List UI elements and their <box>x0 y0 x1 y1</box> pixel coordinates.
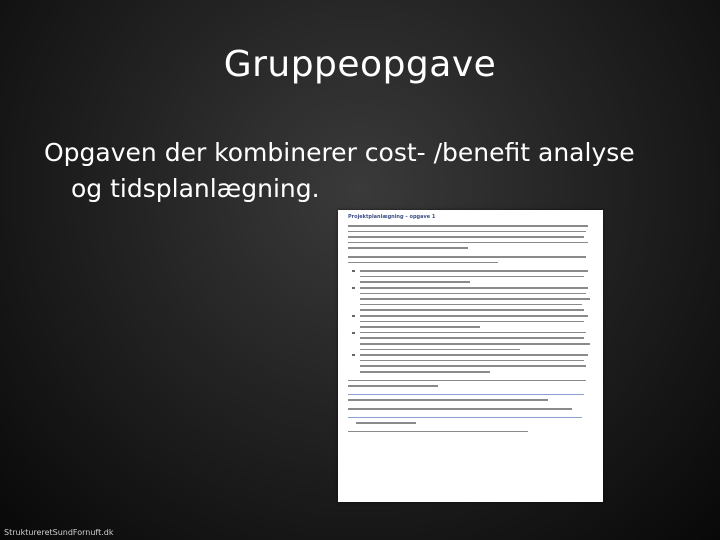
list-number <box>352 287 355 289</box>
list-number <box>352 315 355 317</box>
text-line <box>360 304 582 306</box>
text-line <box>360 326 480 328</box>
text-line <box>348 247 468 249</box>
list-number <box>352 270 355 272</box>
text-line <box>348 431 528 433</box>
list-number <box>352 332 355 334</box>
text-line <box>348 242 588 244</box>
text-line <box>360 360 584 362</box>
text-line <box>360 337 584 339</box>
text-line <box>348 262 498 264</box>
document-thumbnail <box>338 210 603 502</box>
text-line <box>360 281 470 283</box>
text-line <box>360 371 490 373</box>
text-line <box>360 276 584 278</box>
text-line <box>348 394 584 396</box>
body-line-1: Opgaven der kombinerer cost- /benefit analyse og tidsplanlægning. <box>44 138 635 203</box>
text-line <box>348 417 582 419</box>
text-line <box>360 293 586 295</box>
text-line <box>348 225 588 227</box>
text-line <box>348 231 586 233</box>
text-line <box>360 287 588 289</box>
text-line <box>360 332 586 334</box>
text-line <box>360 343 590 345</box>
text-line <box>348 236 584 238</box>
text-line <box>360 354 588 356</box>
slide-body <box>44 135 694 207</box>
text-line <box>348 380 586 382</box>
text-line <box>360 349 520 351</box>
text-line <box>356 422 416 424</box>
document-heading: Projektplanlægning – opgave 1 <box>348 214 436 220</box>
text-line <box>348 399 548 401</box>
text-line <box>348 256 586 258</box>
footer-credit: StruktureretSundFornuft.dk <box>4 528 114 537</box>
list-number <box>352 354 355 356</box>
slide-title: Gruppeopgave <box>223 44 497 85</box>
text-line <box>360 315 588 317</box>
text-line <box>348 385 438 387</box>
text-line <box>360 309 584 311</box>
text-line <box>360 270 588 272</box>
text-line <box>360 298 590 300</box>
text-line <box>360 365 586 367</box>
text-line <box>348 408 572 410</box>
text-line <box>360 321 584 323</box>
